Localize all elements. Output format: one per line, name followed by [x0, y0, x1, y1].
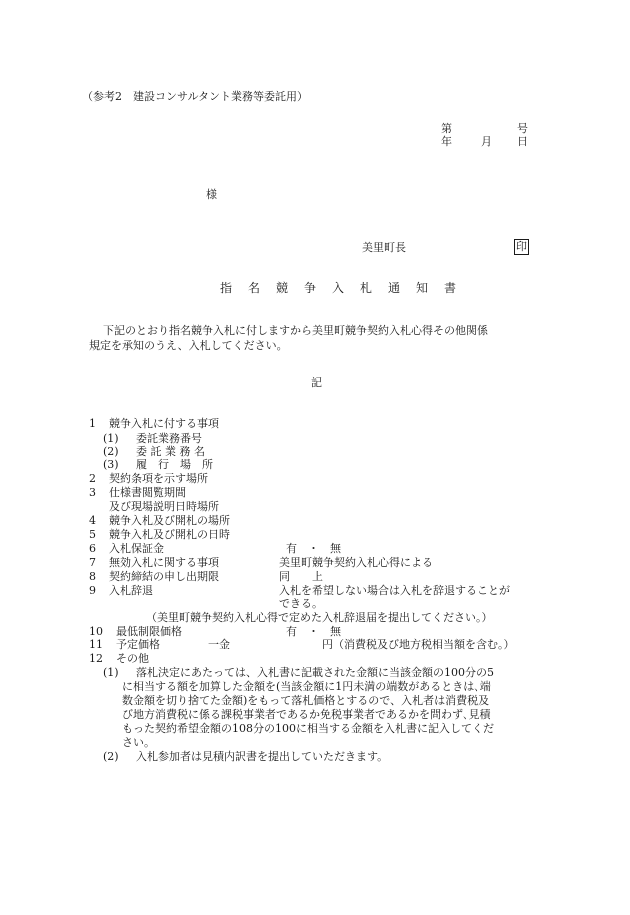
- item-12-1-line-2: に相当する額を加算した金額を(当該金額に1円未満の端数があるときは､端: [122, 680, 491, 693]
- item-6-label: 入札保証金: [109, 542, 164, 555]
- item-8-value: 同 上: [279, 570, 323, 583]
- item-6-num: 6: [89, 542, 96, 555]
- item-11-num: 11: [89, 638, 103, 651]
- item-12-1-line-5: もった契約希望金額の108分の100に相当する金額を入札書に記入してくだ: [122, 722, 494, 735]
- item-11-label: 予定価格: [116, 638, 160, 651]
- item-9-num: 9: [89, 584, 96, 597]
- item-12-2-label: 入札参加者は見積内訳書を提出していただきます。: [136, 750, 389, 763]
- item-3-label: 仕様書閲覧期間: [109, 486, 186, 499]
- sender-name: 美里町長: [362, 241, 406, 254]
- item-4-label: 競争入札及び開札の場所: [109, 514, 230, 527]
- seal-mark: 印: [516, 240, 527, 253]
- item-7-value: 美里町競争契約入札心得による: [279, 556, 433, 569]
- item-1-1-label: 委託業務番号: [136, 432, 202, 445]
- item-7-num: 7: [89, 556, 96, 569]
- item-9-label: 入札辞退: [109, 584, 153, 597]
- item-9-value-line-2: できる。: [279, 597, 323, 610]
- item-12-1-line-4: び地方消費税に係る課税事業者であるか免税事業者であるかを問わず､見積: [122, 708, 491, 721]
- item-1-2-num: (2): [103, 445, 119, 458]
- item-12-num: 12: [89, 652, 103, 665]
- item-2-num: 2: [89, 472, 96, 485]
- number-suffix: 号: [517, 122, 528, 135]
- item-12-1-line-6: さい。: [122, 736, 155, 749]
- item-10-label: 最低制限価格: [116, 625, 182, 638]
- item-6-value: 有 ・ 無: [286, 542, 341, 555]
- item-5-num: 5: [89, 528, 96, 541]
- item-4-num: 4: [89, 514, 96, 527]
- item-8-num: 8: [89, 570, 96, 583]
- item-12-2-num: (2): [103, 750, 119, 763]
- item-1-num: 1: [89, 417, 96, 430]
- item-3-label-cont: 及び現場説明日時場所: [109, 500, 219, 513]
- document-title: 指 名 競 争 入 札 通 知 書: [220, 281, 459, 295]
- item-11-prefix: 一金: [208, 638, 230, 651]
- date-day: 日: [517, 135, 528, 148]
- item-10-num: 10: [89, 625, 103, 638]
- intro-line-1: 下記のとおり指名競争入札に付しますから美里町競争契約入札心得その他関係: [103, 324, 488, 337]
- item-1-3-label: 履 行 場 所: [136, 458, 213, 471]
- item-10-value: 有 ・ 無: [286, 625, 341, 638]
- item-12-label: その他: [116, 652, 149, 665]
- item-12-1-line-3: 数金額を切り捨てた金額)をもって落札価格とするので、入札者は消費税及: [122, 694, 490, 707]
- item-5-label: 競争入札及び開札の日時: [109, 528, 230, 541]
- item-1-2-label: 委 託 業 務 名: [136, 445, 205, 458]
- ki-heading: 記: [311, 376, 322, 389]
- date-month: 月: [481, 135, 492, 148]
- item-12-1-line-1: 落札決定にあたっては、入札書に記載された金額に当該金額の100分の5: [136, 666, 494, 679]
- item-8-label: 契約締結の申し出期限: [109, 570, 219, 583]
- reference-note: （参考2 建設コンサルタント業務等委託用）: [82, 90, 309, 103]
- item-7-label: 無効入札に関する事項: [109, 556, 219, 569]
- item-9-value-line-1: 入札を希望しない場合は入札を辞退することが: [279, 584, 510, 597]
- intro-line-2: 規定を承知のうえ、入札してください。: [89, 339, 288, 352]
- item-3-num: 3: [89, 486, 96, 499]
- item-12-1-num: (1): [103, 666, 119, 679]
- item-11-suffix: 円（消費税及び地方税相当額を含む。）: [322, 638, 515, 651]
- number-prefix: 第: [441, 122, 452, 135]
- item-1-label: 競争入札に付する事項: [109, 417, 219, 430]
- item-2-label: 契約条項を示す場所: [109, 472, 208, 485]
- item-1-1-num: (1): [103, 432, 119, 445]
- date-year: 年: [441, 135, 452, 148]
- addressee-honorific: 様: [206, 188, 217, 201]
- item-1-3-num: (3): [103, 458, 119, 471]
- item-9-note: （美里町競争契約入札心得で定めた入札辞退届を提出してください。）: [146, 611, 493, 624]
